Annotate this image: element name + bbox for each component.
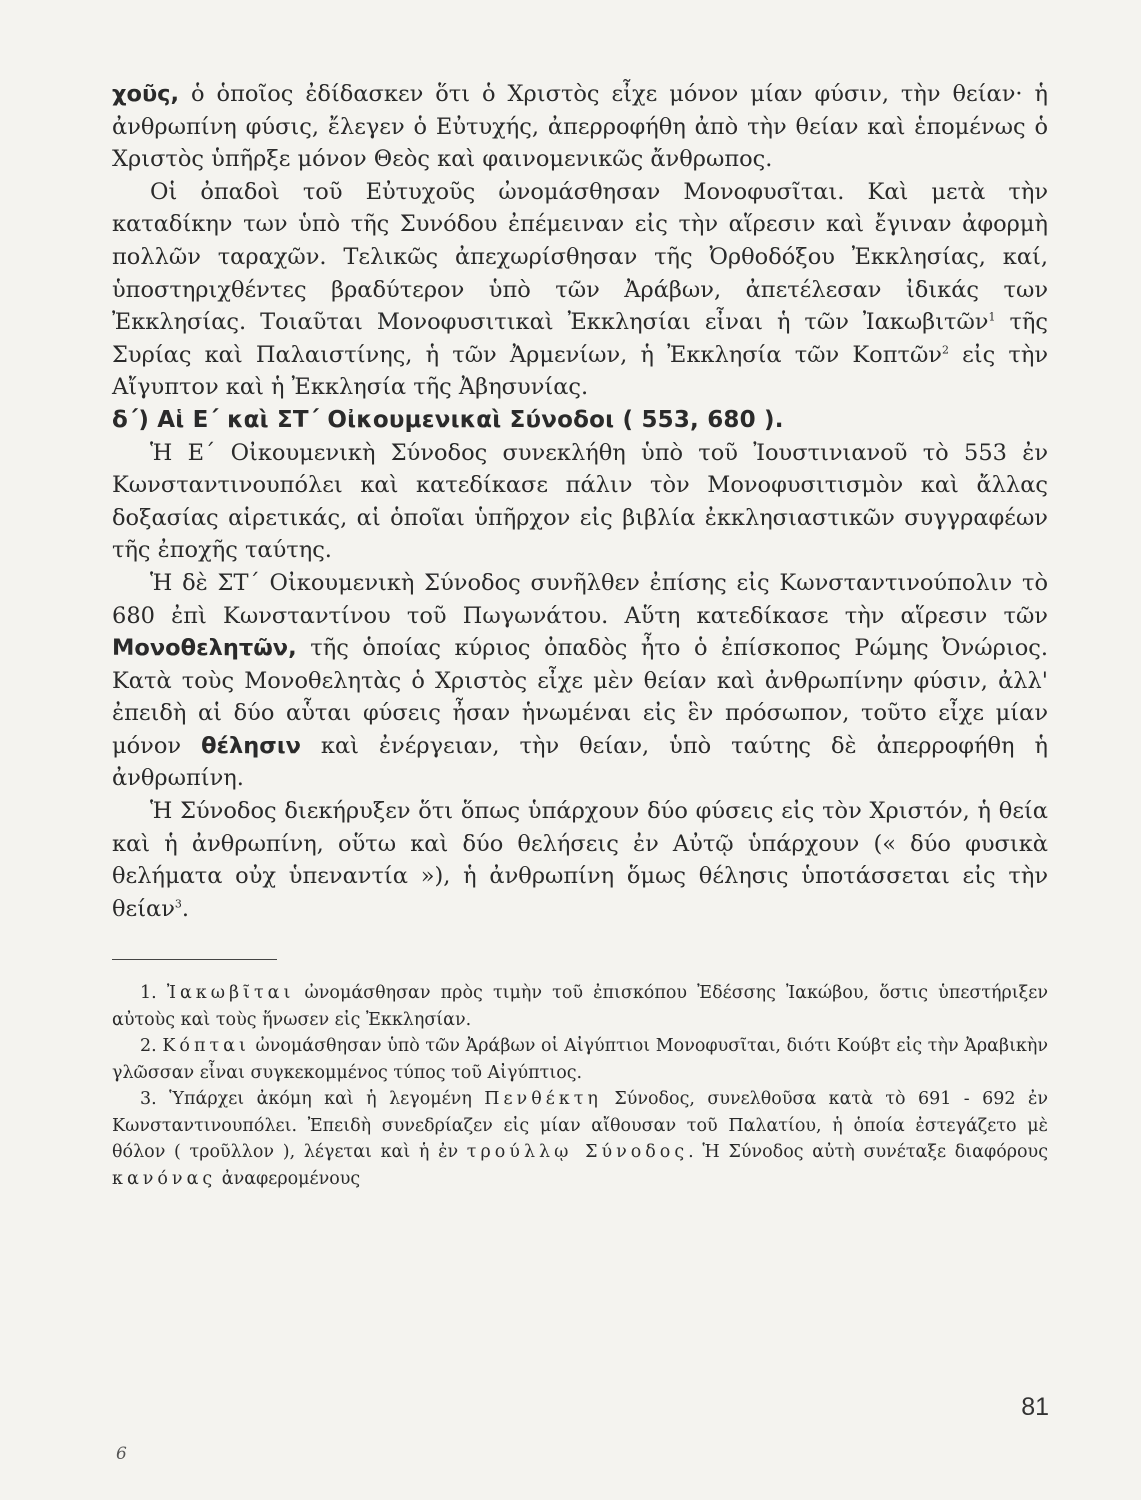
bold-term: χοῦς,: [112, 81, 180, 107]
page-content: [112, 78, 1048, 1192]
paragraph-text: τῆς Συρίας καὶ Παλαιστίνης, ἡ τῶν Ἀρμενίων, ἡ Ἐκκλησία τῶν Κοπτῶν: [112, 309, 1049, 368]
paragraph-1: [112, 78, 1048, 176]
footnote-1: [112, 980, 1048, 1033]
footnote-text: ἀναφερομένους: [216, 1168, 361, 1189]
paragraph-text: τῆς ὁποίας κύριος ὀπαδὸς ἦτο ὁ ἐπίσκοπος Ρώμης Ὀνώριος. Κατὰ τοὺς Μονοθελητὰς ὁ Χριστὸς εἶχε μὲν θείαν καὶ ἀνθρωπίνην φύσιν, ἀλλ' ἐπειδὴ αἱ δύο αὗται φύσεις ἦσαν ἡνωμέναι εἰς ἓν πρόσωπον, τοῦτο εἶχε μίαν μόνον: [112, 635, 1048, 759]
section-heading: δ΄) Αἱ Ε΄ καὶ ΣΤ΄ Οἰκουμενικαὶ Σύνοδοι ( 553, 680 ).: [112, 406, 784, 433]
paragraph-text: Ἡ Σύνοδος διεκήρυξεν ὅτι ὅπως ὑπάρχουν δύο φύσεις εἰς τὸν Χριστόν, ἡ θεία καὶ ἡ ἀνθρωπίνη, οὕτω καὶ δύο θελήσεις ἐν Αὐτῷ ὑπάρχουν (« δύο φυσικὰ θελήματα οὐχ ὑπεναντία »), ἡ ἀνθρωπίνη ὅμως θέλησις ὑποτάσσεται εἰς τὴν θείαν: [112, 798, 1048, 922]
paragraph-text: .: [181, 895, 190, 922]
footnote-text: . Ἡ Σύνοδος αὐτὴ συνέταξε διαφόρους: [688, 1142, 1049, 1163]
paragraph-text: Ἡ δὲ ΣΤ΄ Οἰκουμενικὴ Σύνοδος συνῆλθεν ἐπίσης εἰς Κωνσταντινούπολιν τὸ 680 ἐπὶ Κωνσταντίνου τοῦ Πωγωνάτου. Αὕτη κατεδίκασε τὴν αἵρεσιν τῶν: [112, 569, 1048, 629]
paragraph-2: [112, 176, 1048, 404]
spaced-term: κανόνας: [112, 1168, 217, 1189]
footnote-2: [112, 1033, 1048, 1086]
footnote-number: 2.: [140, 1036, 163, 1057]
paragraph-text: εἰς τὴν Αἴγυπτον καὶ ἡ Ἐκκλησία τῆς Ἀβησυνίας.: [112, 341, 1048, 401]
paragraph-text: καὶ ἐνέργειαν, τὴν θείαν, ὑπὸ ταύτης δὲ ἀπερροφήθη ἡ ἀνθρωπίνη.: [112, 732, 1048, 792]
footnote-number: 3.: [140, 1089, 170, 1110]
signature-mark: 6: [116, 1444, 127, 1464]
footnote-text: Σύνοδος, συνελθοῦσα κατὰ τὸ 691 - 692 ἐν Κωνσταντινουπόλει. Ἐπειδὴ συνεδρίαζεν εἰς μίαν αἴθουσαν τοῦ Παλατίου, ἡ ὁποία ἐστεγάζετο μὲ θόλον ( τροῦλλον ), λέγεται καὶ ἡ ἐν: [112, 1089, 1048, 1163]
paragraph-text: ὁ ὁποῖος ἐδίδασκεν ὅτι ὁ Χριστὸς εἶχε μόνον μίαν φύσιν, τὴν θείαν· ἡ ἀνθρωπίνη φύσις, ἔλεγεν ὁ Εὐτυχής, ἀπερροφήθη ἀπὸ τὴν θείαν καὶ ἑπομένως ὁ Χριστὸς ὑπῆρξε μόνον Θεὸς καὶ φαινομενικῶς ἄνθρωπος.: [112, 81, 1048, 173]
footnote-text: Ὑπάρχει ἀκόμη καὶ ἡ λεγομένη: [169, 1089, 485, 1110]
footnote-ref: 3: [174, 897, 182, 911]
footnotes: [112, 980, 1048, 1192]
footnote-ref: 1: [988, 310, 996, 324]
page-number: 81: [1021, 1393, 1049, 1421]
footnote-divider: [112, 959, 277, 960]
bold-term: Μονοθελητῶν,: [112, 635, 297, 662]
paragraph-3: Ἡ Ε΄ Οἰκουμενικὴ Σύνοδος συνεκλήθη ὑπὸ τοῦ Ἰουστινιανοῦ τὸ 553 ἐν Κωνσταντινουπόλει καὶ κατεδίκασε πάλιν τὸν Μονοφυσιτισμὸν καὶ ἄλλας δοξασίας αἱρετικάς, αἱ ὁποῖαι ὑπῆρχον εἰς βιβλία ἐκκλησιαστικῶν συγγραφέων τῆς ἐποχῆς ταύτης.: [112, 439, 1048, 564]
paragraph-text: Οἱ ὀπαδοὶ τοῦ Εὐτυχοῦς ὠνομάσθησαν Μονοφυσῖται. Καὶ μετὰ τὴν καταδίκην των ὑπὸ τῆς Συνόδου ἐπέμειναν εἰς τὴν αἵρεσιν καὶ ἔγιναν ἀφορμὴ πολλῶν ταραχῶν. Τελικῶς ἀπεχωρίσθησαν τῆς Ὀρθοδόξου Ἐκκλησίας, καί, ὑποστηριχθέντες βραδύτερον ὑπὸ τῶν Ἀράβων, ἀπετέλεσαν ἰδικάς των Ἐκκλησίας. Τοιαῦται Μονοφυσιτικαὶ Ἐκκλησίαι εἶναι ἡ τῶν Ἰακωβιτῶν: [112, 178, 1048, 336]
footnote-3: [112, 1086, 1048, 1192]
bold-term: θέλησιν: [201, 732, 301, 759]
paragraph-4: [112, 567, 1048, 795]
footnote-text: ὠνομάσθησαν πρὸς τιμὴν τοῦ ἐπισκόπου Ἐδέσσης Ἰακώβου, ὅστις ὑπεστήριξεν αὐτοὺς καὶ τοὺς ἥνωσεν εἰς Ἐκκλησίαν.: [112, 983, 1048, 1030]
footnote-text: ὠνομάσθησαν ὑπὸ τῶν Ἀράβων οἱ Αἰγύπτιοι Μονοφυσῖται, διότι Κούβτ εἰς τὴν Ἀραβικὴν γλῶσσαν εἶναι συγκεκομμένος τύπος τοῦ Αἰγύπτιος.: [112, 1036, 1048, 1083]
main-text: [112, 78, 1048, 925]
spaced-term: Ἰακωβῖται: [166, 983, 295, 1004]
footnote-ref: 2: [941, 343, 949, 357]
spaced-term: Κόπται: [162, 1036, 250, 1057]
paragraph-5: [112, 795, 1048, 925]
spaced-term: τρούλλῳ Σύνοδος: [466, 1142, 689, 1163]
footnote-number: 1.: [140, 983, 167, 1004]
spaced-term: Πενθέκτη: [484, 1089, 602, 1110]
